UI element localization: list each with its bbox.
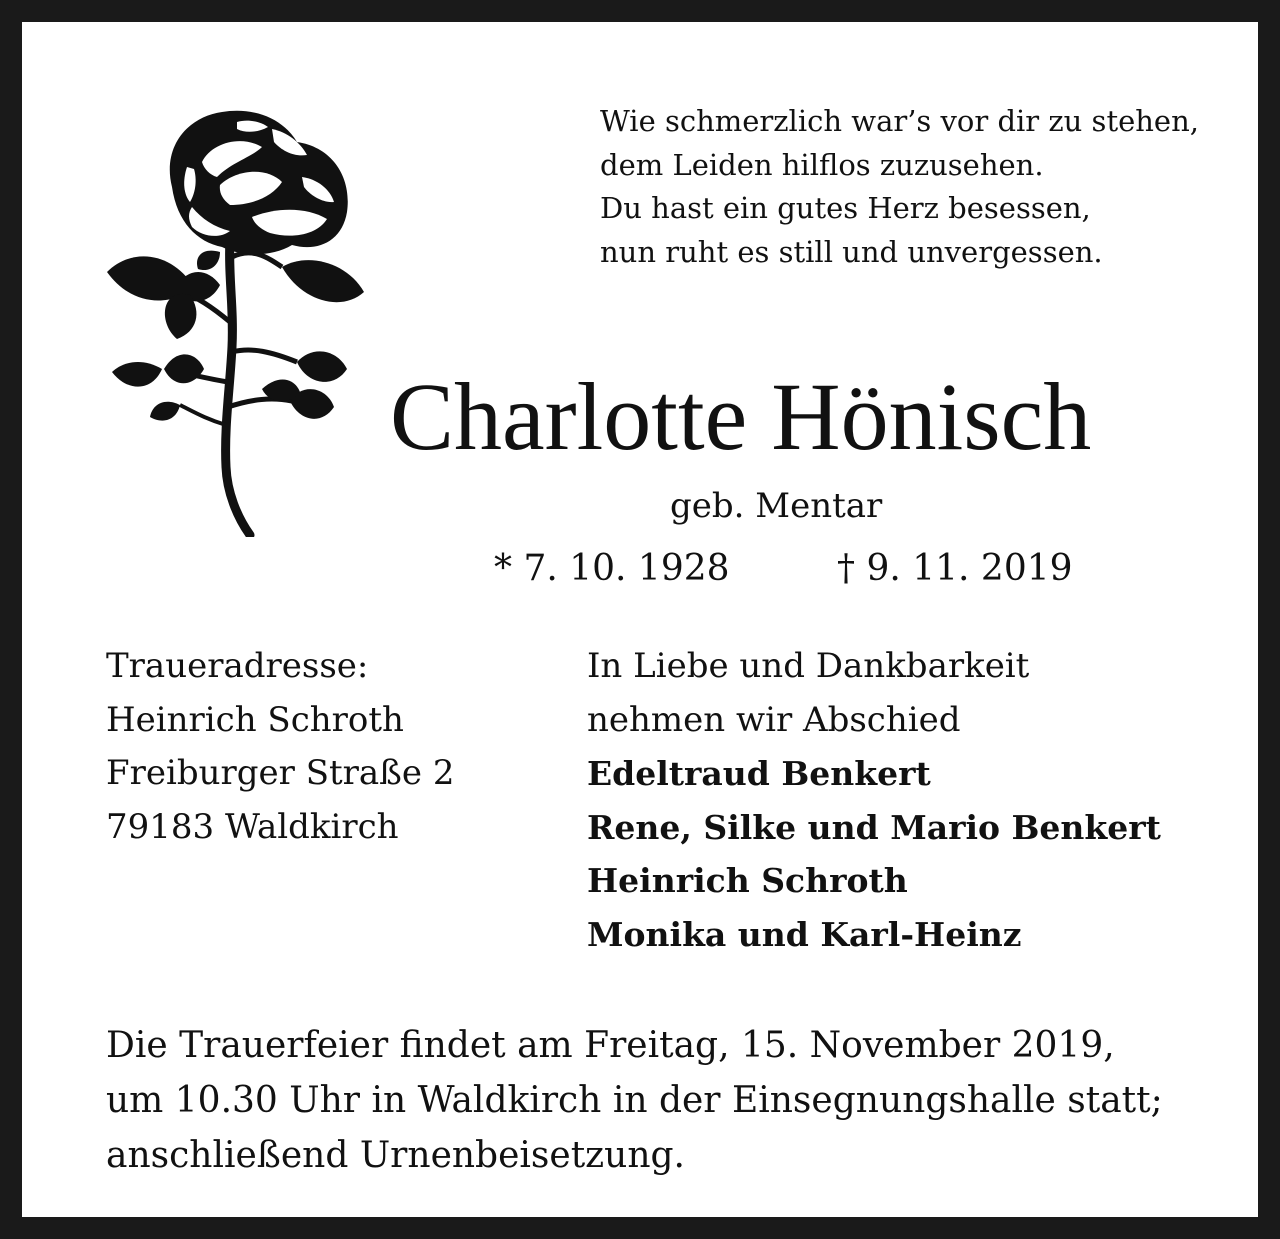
- mourning-address: [106, 640, 454, 854]
- mourners-intro-line: In Liebe und Dankbarkeit: [587, 646, 1030, 686]
- mourners-intro-line: nehmen wir Abschied: [587, 699, 961, 740]
- rose-icon: [102, 107, 372, 537]
- mourner-name: Edeltraud Benkert: [587, 754, 931, 793]
- mourners: [587, 640, 1161, 961]
- deceased-name: Charlotte Hönisch: [390, 363, 1092, 470]
- mourner-name: Monika und Karl-Heinz: [587, 914, 1022, 954]
- poem-line: nun ruht es still und unvergessen.: [600, 234, 1103, 269]
- service-line: um 10.30 Uhr in Waldkirch in der Einsegnungshalle statt;: [106, 1080, 1163, 1121]
- poem-line: dem Leiden hilflos zuzusehen.: [600, 147, 1044, 182]
- mourner-name: Heinrich Schroth: [587, 861, 908, 900]
- birth-name: geb. Mentar: [670, 486, 883, 526]
- birth-date: * 7. 10. 1928: [494, 548, 730, 589]
- address-line: 79183 Waldkirch: [106, 806, 399, 847]
- funeral-service-info: [106, 1018, 1163, 1183]
- poem-line: Du hast ein gutes Herz besessen,: [600, 191, 1091, 225]
- death-date: † 9. 11. 2019: [837, 548, 1073, 589]
- mourner-name: Rene, Silke und Mario Benkert: [587, 807, 1161, 847]
- poem: [600, 100, 1240, 274]
- poem-line: Wie schmerzlich war’s vor dir zu stehen,: [600, 104, 1199, 138]
- address-line: Heinrich Schroth: [106, 699, 404, 740]
- service-line: anschließend Urnenbeisetzung.: [106, 1135, 685, 1176]
- service-line: Die Trauerfeier findet am Freitag, 15. November 2019,: [106, 1025, 1115, 1066]
- address-label: Traueradresse:: [106, 646, 369, 686]
- address-line: Freiburger Straße 2: [106, 753, 455, 793]
